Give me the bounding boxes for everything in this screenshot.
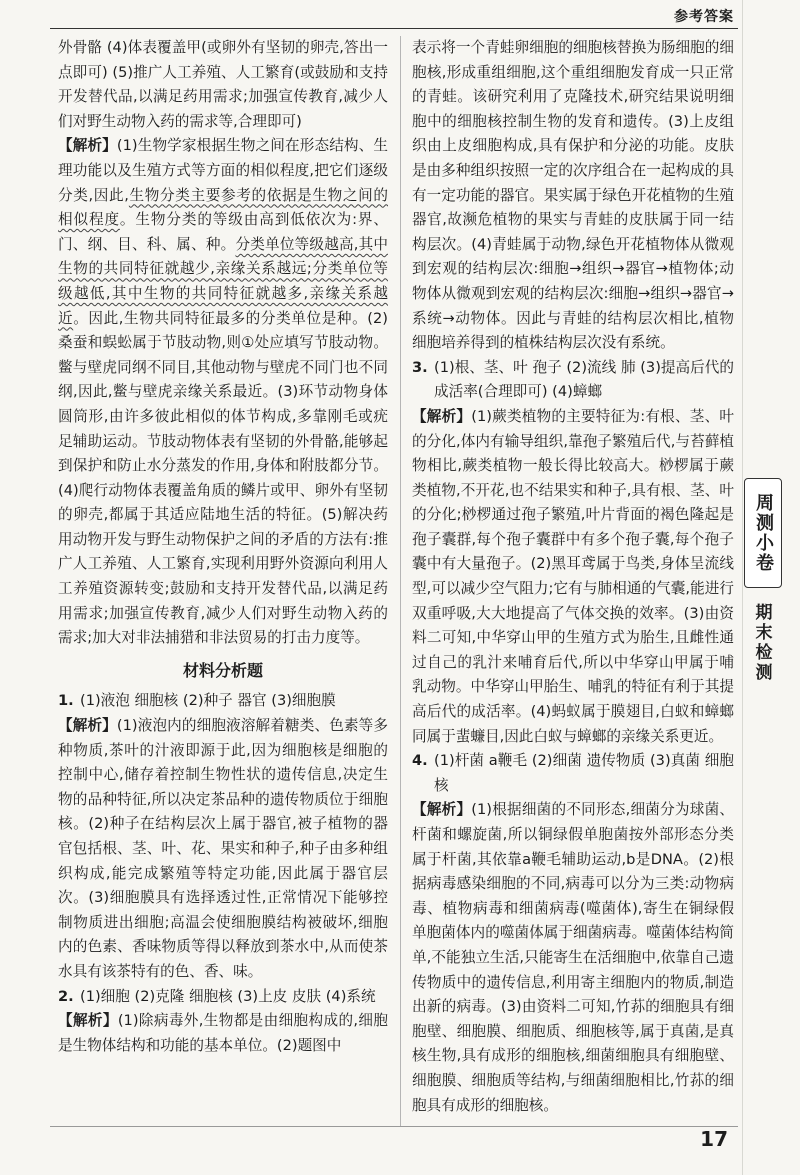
question-4-analysis-text: (1)根据细菌的不同形态,细菌分为球菌、杆菌和螺旋菌,所以铜绿假单胞菌按外部形态分类属于杆菌,其依靠a鞭毛辅助运动,b是DNA。(2)根据病毒感染细胞的不同,病毒可以分为三类:动物病毒、植物病毒和细菌病毒(噬菌体),寄生在铜绿假单胞菌体内的噬菌体属于细菌病毒。噬菌体结构简单,不能独立生活,只能寄生在活细胞中,依靠自己遗传物质中的遗传信息,利用寄主细胞内的物质,制造出新的病毒。(3)由资料二可知,竹荪的细胞具有细胞壁、细胞膜、细胞质、细胞核等,属于真菌,是真核生物,具有成形的细胞核,细菌细胞具有细胞壁、细胞膜、细胞质等结构,与细菌细胞相比,竹荪的细胞具有成形的细胞核。 <box>412 801 734 1114</box>
left-column <box>58 36 388 1058</box>
question-1-analysis <box>58 714 388 985</box>
question-3-answer <box>412 356 734 405</box>
question-4-answer <box>412 749 734 798</box>
column-divider <box>400 36 401 1126</box>
analysis-paragraph <box>58 134 388 650</box>
footer-rule <box>50 1126 738 1127</box>
analysis-text-2: 。生物分类的等级由高到低依次为:界、门、纲、目、科、属、种。 <box>58 211 388 253</box>
analysis-label: 【解析】 <box>412 407 472 425</box>
question-1-number: 1. <box>58 692 74 710</box>
question-3-answer-text: (1)根、茎、叶 孢子 (2)流线 肺 (3)提高后代的成活率(合理即可) (4)蟑螂 <box>434 358 734 401</box>
analysis-key-point-2: 分类单位等级越高,其中生物的共同特征就越少,亲缘关系越远;分类单位等级越低,其中生物的共同特征就越多,亲缘关系越近 <box>58 235 388 327</box>
question-4-analysis <box>412 798 734 1118</box>
page-header-title: 参考答案 <box>674 9 734 25</box>
page-edge-line <box>742 0 743 1175</box>
question-2-answer-text: (1)细胞 (2)克隆 细胞核 (3)上皮 皮肤 (4)系统 <box>80 987 376 1005</box>
question-3-analysis-text: (1)蕨类植物的主要特征为:有根、茎、叶的分化,体内有输导组织,靠孢子繁殖后代,与苔藓植物相比,蕨类植物一般长得比较高大。桫椤属于蕨类植物,不开花,也不结果实和种子,具有根、茎、叶的分化;桫椤通过孢子繁殖,叶片背面的褐色隆起是孢子囊群,每个孢子囊群中有多个孢子囊,每个孢子囊中有大量孢子。(2)黑耳鸢属于鸟类,身体呈流线型,可以减少空气阻力;它有与肺相通的气囊,能进行双重呼吸,大大地提高了气体交换的效率。(3)由资料二可知,中华穿山甲的生殖方式为胎生,且雌性通过自己的乳汁来哺育后代,所以中华穿山甲属于哺乳动物。中华穿山甲胎生、哺乳的特征有利于其提高后代的成活率。(4)蚂蚁属于膜翅目,白蚁和蟑螂同属于蜚蠊目,因此白蚁与蟑螂的亲缘关系更近。 <box>412 407 734 745</box>
analysis-text-3: 。因此,生物共同特征最多的分类单位是种。(2)桑蚕和蜈蚣属于节肢动物,则①处应填写节肢动物。鳖与壁虎同纲不同目,其他动物与壁虎不同门也不同纲,因此,鳖与壁虎亲缘关系最近。(3)环节动物身体圆筒形,由许多彼此相似的体节构成,多靠刚毛或疣足辅助运动。节肢动物体表有坚韧的外骨骼,能够起到保护和防止水分蒸发的作用,身体和附肢都分节。(4)爬行动物体表覆盖角质的鳞片或甲、卵外有坚韧的卵壳,都属于其适应陆地生活的特征。(5)解决药用动物开发与野生动物保护之间的矛盾的方法有:推广人工养殖、人工繁育,实现利用野外资源向利用人工养殖资源转变;鼓励和支持开发替代品,以满足药用需求;加强宣传教育,减少人们对野生动物入药的需求;加大对非法捕猎和非法贸易的打击力度等。 <box>58 309 388 647</box>
question-2-analysis-text: (1)除病毒外,生物都是由细胞构成的,细胞是生物体结构和功能的基本单位。(2)题图中 <box>58 1012 388 1054</box>
right-column <box>412 36 734 1118</box>
question-3-analysis <box>412 405 734 749</box>
analysis-text-1: (1)生物学家根据生物之间在形态结构、生理功能以及生殖方式等方面的相似程度,把它们逐级分类,因此, <box>58 137 388 204</box>
page-number: 17 <box>700 1127 728 1151</box>
side-tab: 周测小卷 <box>744 478 782 588</box>
analysis-label: 【解析】 <box>58 137 117 155</box>
question-4-number: 4. <box>412 752 428 770</box>
question-4-answer-text: (1)杆菌 a鞭毛 (2)细菌 遗传物质 (3)真菌 细胞核 <box>434 752 734 794</box>
question-1-answer <box>58 689 388 714</box>
answer-intro: 外骨骼 (4)体表覆盖甲(或卵外有坚韧的卵壳,答出一点即可) (5)推广人工养殖、人工繁育(或鼓励和支持开发替代品,以满足药用需求;加强宣传教育,减少人们对野生动物入药的需求等,合理即可) <box>58 39 388 130</box>
question-2-number: 2. <box>58 987 74 1005</box>
side-label: 期末检测 <box>751 603 772 683</box>
question-3-number: 3. <box>412 358 428 376</box>
question-2-analysis <box>58 1009 388 1058</box>
question-1-answer-text: (1)液泡 细胞核 (2)种子 器官 (3)细胞膜 <box>80 692 336 710</box>
question-1-analysis-text: (1)液泡内的细胞液溶解着糖类、色素等多种物质,茶叶的汁液即源于此,因为细胞核是细胞的控制中心,储存着控制生物性状的遗传信息,决定生物的品种特征,所以决定茶品种的遗传物质位于细胞核。(2)种子在结构层次上属于器官,被子植物的器官包括根、茎、叶、花、果实和种子,种子由多种组织构成,能完成繁殖等特定功能,因此属于器官层次。(3)细胞膜具有选择透过性,正常情况下能够控制物质进出细胞;高温会使细胞膜结构被破坏,细胞内的色素、香味物质等得以释放到茶水中,从而使茶水具有该茶特有的色、香、味。 <box>58 717 388 980</box>
question-2-analysis-continued: 表示将一个青蛙卵细胞的细胞核替换为肠细胞的细胞核,形成重组细胞,这个重组细胞发育成一只正常的青蛙。该研究利用了克隆技术,研究结果说明细胞中的细胞核控制生物的发育和遗传。(3)上皮组织由上皮细胞构成,具有保护和分泌的功能。皮肤是由多种组织按照一定的次序组合在一起构成的具有一定功能的器官。果实属于绿色开花植物的生殖器官,故濒危植物的果实与青蛙的皮肤属于同一结构层次。(4)青蛙属于动物,绿色开花植物体从微观到宏观的结构层次:细胞→组织→器官→植物体;动物体从微观到宏观的结构层次:细胞→组织→器官→系统→动物体。因此与青蛙的结构层次相比,植物细胞培养得到的植株结构层次没有系统。 <box>412 39 734 352</box>
header-rule <box>50 28 738 29</box>
question-2-answer <box>58 985 388 1010</box>
section-title: 材料分析题 <box>182 660 263 680</box>
analysis-label: 【解析】 <box>412 801 472 819</box>
analysis-key-point-1: 生物分类主要参考的依据是生物之间的相似程度 <box>58 186 388 229</box>
analysis-label: 【解析】 <box>58 1012 118 1030</box>
analysis-label: 【解析】 <box>58 717 117 735</box>
